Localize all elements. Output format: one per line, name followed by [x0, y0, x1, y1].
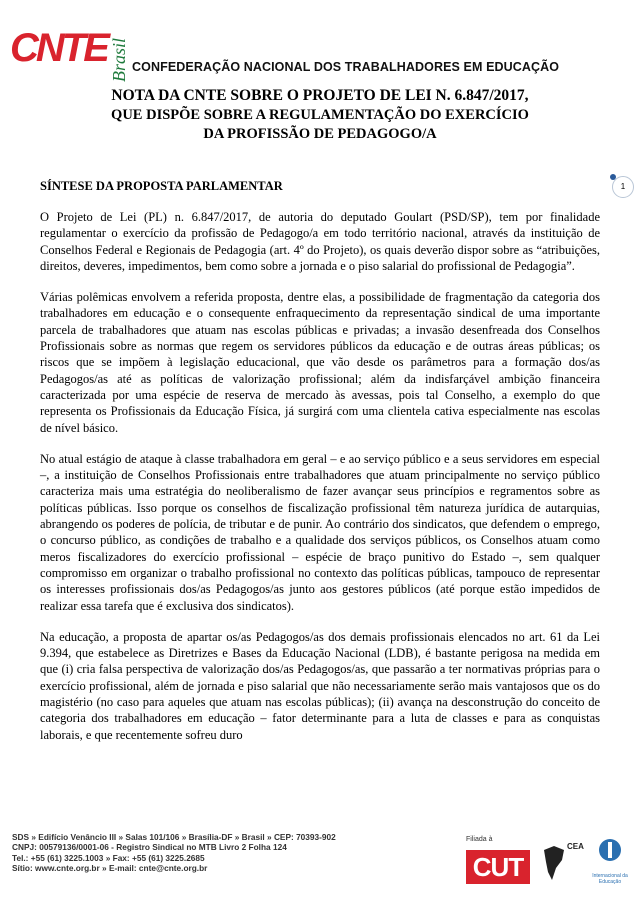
ie-logo-icon	[598, 838, 622, 868]
organization-name: CONFEDERAÇÃO NACIONAL DOS TRABALHADORES EM EDUCAÇÃO	[132, 60, 560, 74]
paragraph: O Projeto de Lei (PL) n. 6.847/2017, de autoria do deputado Goulart (PSD/SP), tem por finalidade regulamentar o exercício da profissão de Pedagogo/a em todo território nacional, através da instituição de Conselhos Federal e Regionais de Pedagogia (art. 4º do Projeto), os quais deverão dispor sobre as “atribuições, direitos, deveres, impedimentos, bem como sobre a jornada e o piso salarial do profissional de Pedagogia”.	[40, 210, 600, 273]
letterhead	[0, 0, 638, 80]
paragraph: Várias polêmicas envolvem a referida proposta, dentre elas, a possibilidade de fragmentação da categoria dos trabalhadores em educação e o consequente enfraquecimento da representação sindical de uma importante parcela de trabalhadores que atuam nas escolas públicas e privadas; a invasão desenfreada dos Conselhos Profissionais sobre as normas que regem os servidores públicos da educação e de outras áreas públicas; os riscos que se impõem à legislação educacional, que vão desde os parâmetros para a formação dos/as Pedagogos/as até as políticas de valorização profissional; além da indisfarçável ambição financeira caracterizada por uma espécie de reserva de mercado às avessas, pois tal Conselho, a exemplo do que representa os Profissionais da Educação Física, já surgirá com uma clientela cativa especialmente nas escolas de nível básico.	[40, 290, 600, 435]
footer-line-address: SDS » Edifício Venâncio III » Salas 101/106 » Brasília-DF » Brasil » CEP: 70393-902	[12, 832, 336, 842]
footer	[0, 828, 638, 903]
cea-logo-text: CEA	[567, 842, 584, 851]
page-number-badge: 1	[612, 176, 634, 198]
brasil-logo: Brasil	[109, 37, 129, 82]
footer-address	[12, 832, 342, 873]
ie-logo	[590, 838, 630, 888]
document-title	[40, 86, 600, 144]
footer-line-phone: Tel.: +55 (61) 3225.1003 » Fax: +55 (61) 3225.2685	[12, 852, 205, 863]
paragraph: Na educação, a proposta de apartar os/as Pedagogos/as dos demais profissionais elencados no art. 61 da Lei 9.394, que estabelece as Diretrizes e Bases da Educação Nacional (LDB), é bastante perigosa na medida em que (i) cria falsa perspectiva de valorização dos/as Pedagogos/as, que passarão a ter normativas próprias para o exercício profissional, além de jornada e piso salarial que não necessariamente serão mais vantajosos que os do magistério (no caso para aqueles que atuam nas escolas públicas); (ii) avança na desconstrução do conceito de categoria dos trabalhadores em educação – fator determinante para a luta de classes e para as conquistas laborais, e que recentemente sofreu duro	[40, 629, 600, 742]
title-line-1: NOTA DA CNTE SOBRE O PROJETO DE LEI N. 6.847/2017,	[111, 87, 529, 104]
document-body	[40, 178, 600, 758]
ie-logo-text: Internacional da Educação	[592, 873, 628, 885]
title-line-3: DA PROFISSÃO DE PEDAGOGO/A	[203, 126, 437, 142]
title-line-2: QUE DISPÕE SOBRE A REGULAMENTAÇÃO DO EXERCÍCIO	[111, 107, 529, 123]
cnte-logo: CNTE	[10, 26, 107, 70]
footer-line-cnpj: CNPJ: 00579136/0001-06 - Registro Sindical no MTB Livro 2 Folha 124	[12, 842, 287, 853]
footer-line-web: Sítio: www.cnte.org.br » E-mail: cnte@cnte.org.br	[12, 862, 208, 873]
paragraph: No atual estágio de ataque à classe trabalhadora em geral – e ao serviço público e a seus servidores em especial –, a instituição de Conselhos Profissionais entre trabalhadores que atuam principalmente no serviço público caracteriza mais uma estratégia do neoliberalismo de fazer avançar seus princípios e regramentos sobre as políticas públicas. Isso porque os conselhos de fiscalização profissional têm natureza jurídica de autarquias, abrangendo os poderes de polícia, de tributar e de punir. Ao contrário dos sindicatos, que defendem o emprego, o concurso público, as condições de trabalho e a qualidade dos serviços públicos, os Conselhos atuam como meros fiscalizadores do exercício profissional – espécie de braço punitivo do Estado –, sem qualquer compromisso em organizar o trabalho profissional no contexto das políticas públicas, tampouco de representar os interesses profissionais dos/as Pedagogos/as junto aos gestores públicos (até porque estão impedidos de realizar essa tarefa que é exclusiva dos sindicatos).	[40, 451, 600, 613]
filiada-label: Filiada à	[466, 836, 493, 843]
section-title: SÍNTESE DA PROPOSTA PARLAMENTAR	[40, 179, 283, 193]
cut-logo: CUT	[466, 850, 530, 884]
